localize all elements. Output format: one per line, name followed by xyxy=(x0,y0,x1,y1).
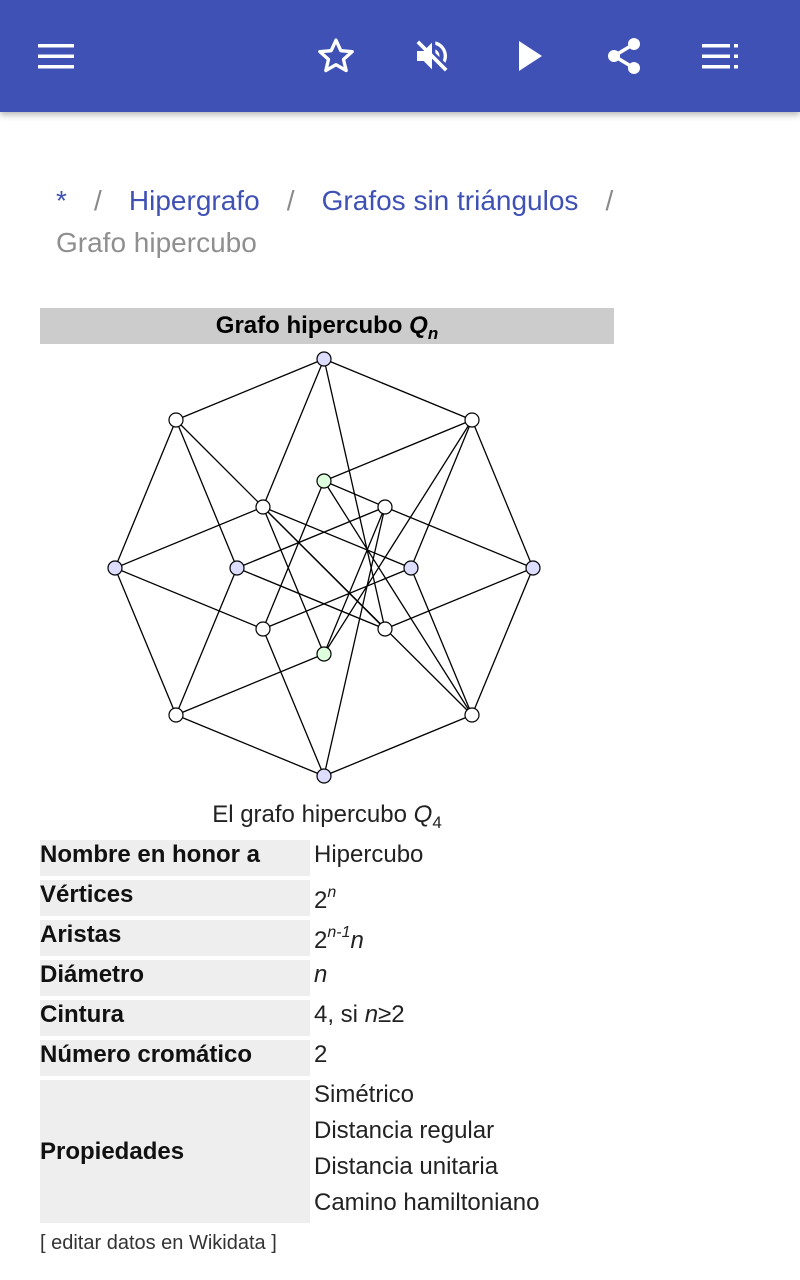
infobox-key: Nombre en honor a xyxy=(40,840,310,876)
image-caption xyxy=(40,798,614,840)
value-suffix: ≥2 xyxy=(378,1001,405,1028)
breadcrumb-separator: / xyxy=(94,185,102,216)
infobox-key: Diámetro xyxy=(40,960,310,996)
share-icon xyxy=(604,36,644,76)
property-distancia-unitaria[interactable]: Distancia unitaria xyxy=(314,1153,499,1180)
menu-button[interactable] xyxy=(28,28,84,84)
infobox-key: Cintura xyxy=(40,1000,310,1036)
infobox-title-subscript: n xyxy=(427,323,439,343)
infobox-key: Propiedades xyxy=(40,1080,310,1223)
edit-wikidata-link[interactable]: [ editar datos en Wikidata ] xyxy=(40,1232,277,1254)
value-exponent: n xyxy=(327,884,337,901)
caption-text: El grafo hipercubo xyxy=(212,801,407,828)
value-factor: n xyxy=(350,927,364,954)
share-button[interactable] xyxy=(596,28,652,84)
property-camino-hamiltoniano[interactable]: Camino hamiltoniano xyxy=(314,1189,540,1216)
star-outline-icon xyxy=(316,36,356,76)
breadcrumb-separator: / xyxy=(286,185,295,216)
infobox-value: 2 xyxy=(314,1041,328,1068)
favorite-button[interactable] xyxy=(308,28,364,84)
app-bar xyxy=(0,0,800,112)
infobox-title xyxy=(40,308,614,344)
infobox-title-symbol: Q xyxy=(409,312,428,339)
breadcrumb-separator: / xyxy=(605,185,614,216)
infobox-value[interactable]: Hipercubo xyxy=(314,841,424,868)
breadcrumb-item-hipergrafo[interactable]: Hipergrafo xyxy=(128,185,260,216)
breadcrumb-item-grafos-sin-triangulos[interactable]: Grafos sin triángulos xyxy=(321,185,579,216)
volume-off-icon xyxy=(412,36,452,76)
mute-button[interactable] xyxy=(404,28,460,84)
breadcrumb-home[interactable]: * xyxy=(56,185,67,216)
infobox-value xyxy=(314,880,336,916)
infobox-key: Aristas xyxy=(40,920,310,956)
value-variable: n xyxy=(364,1001,379,1028)
caption-symbol: Q xyxy=(413,801,433,828)
infobox-title-text: Grafo hipercubo xyxy=(215,312,403,339)
value-base: 2 xyxy=(314,927,328,954)
property-distancia-regular[interactable]: Distancia regular xyxy=(314,1117,495,1144)
infobox-value xyxy=(314,920,364,956)
hamburger-icon xyxy=(36,41,76,71)
value-prefix: 4, si xyxy=(314,1001,365,1028)
caption-subscript: 4 xyxy=(432,812,442,832)
infobox-value xyxy=(314,1000,405,1030)
breadcrumb-current: Grafo hipercubo xyxy=(56,227,257,258)
infobox-key: Número cromático xyxy=(40,1040,310,1076)
table-of-contents-icon xyxy=(700,41,740,71)
value-base: 2 xyxy=(314,887,328,914)
value-exponent: n-1 xyxy=(327,924,351,941)
infobox-values-list xyxy=(314,1077,539,1221)
infobox-key: Vértices xyxy=(40,880,310,916)
breadcrumb xyxy=(56,180,756,264)
play-icon xyxy=(515,39,545,73)
table-of-contents-button[interactable] xyxy=(692,28,748,84)
play-button[interactable] xyxy=(502,28,558,84)
property-simetrico[interactable]: Simétrico xyxy=(314,1081,415,1108)
hypercube-q4-graph-image[interactable] xyxy=(40,344,614,790)
infobox-value: n xyxy=(314,961,328,988)
